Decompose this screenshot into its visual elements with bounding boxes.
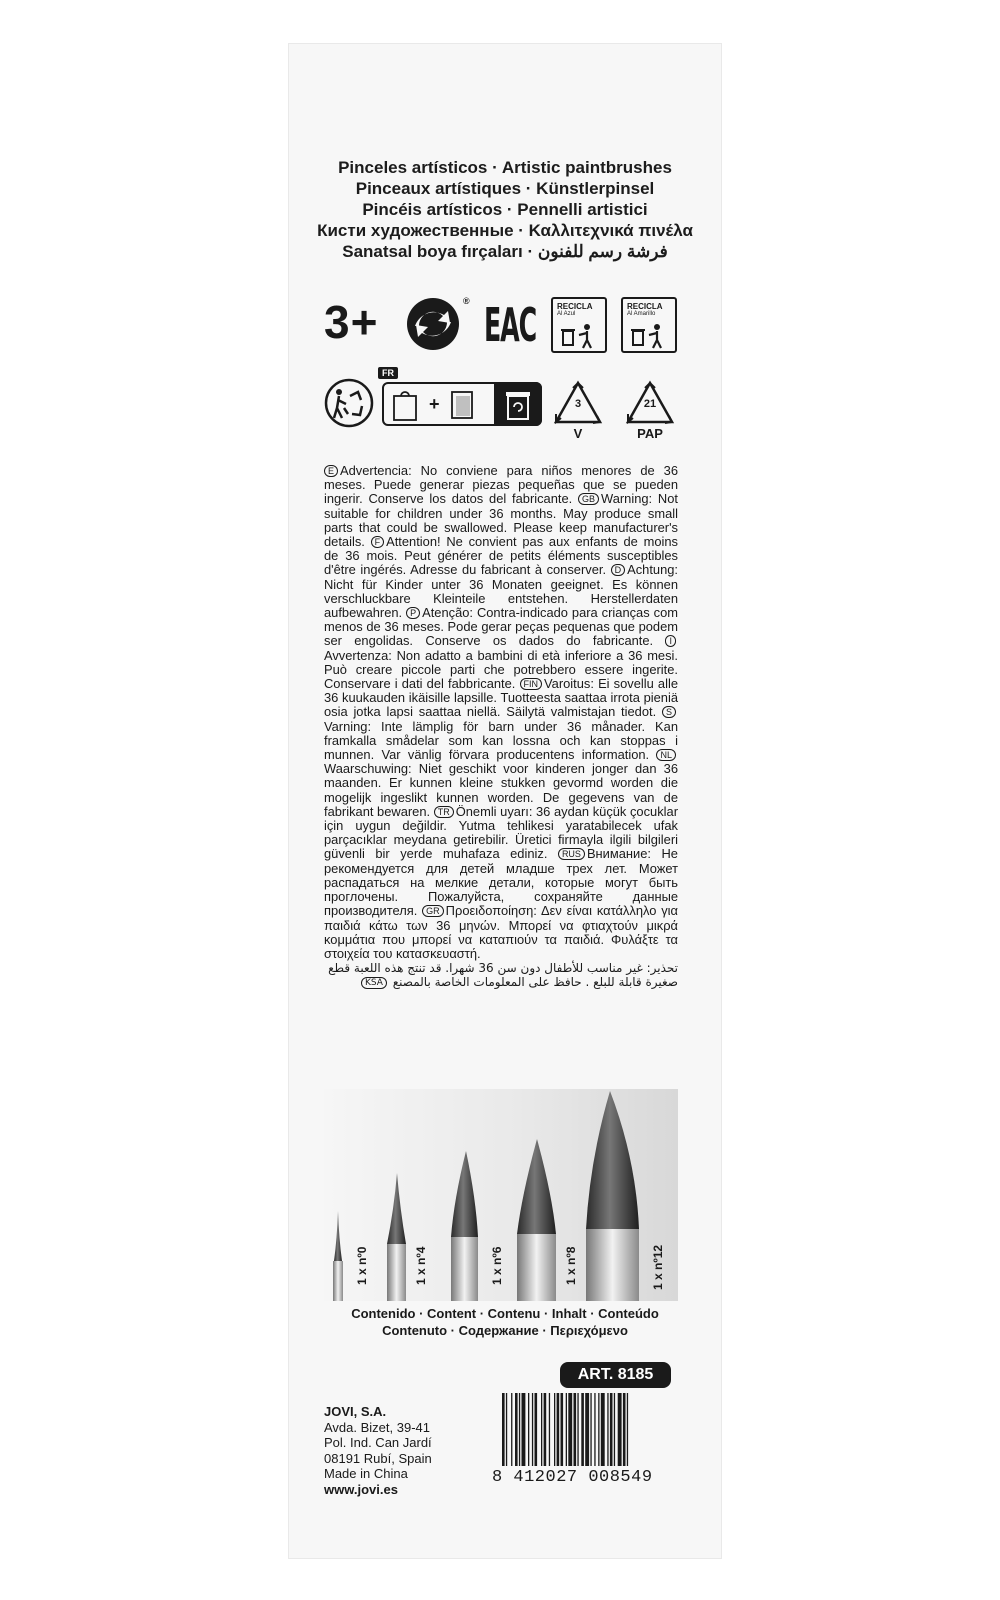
brush-size-label: 1 x nº12 [651, 1244, 665, 1290]
barcode-bar [594, 1393, 595, 1469]
brush-ferrule [333, 1261, 343, 1301]
warning-text: Achtung: Nicht für Kinder unter 36 Monaten geeignet. Es können verschluckbare Kleinteile entstehen. Herstellerdaten aufbewahren. [324, 562, 678, 621]
registered-mark: ® [463, 296, 470, 306]
title-line: Pinceaux artístiques · Künstlerpinsel [355, 179, 655, 198]
safety-warnings [324, 464, 678, 990]
barcode-bar [561, 1393, 564, 1469]
company-address: Avda. Bizet, 39-41 [324, 1419, 430, 1435]
warning-text: Advertencia: No conviene para niños menores de 36 meses. Puede generar piezas pequeñas que se pueden ingerir. Conserve los datos del fabricante. [324, 463, 678, 507]
recycle-label: V [573, 426, 583, 441]
recicla-title: RECICLA [557, 302, 593, 311]
brush-size-label: 1 x nº0 [355, 1246, 369, 1285]
recicla-amarillo-icon [621, 297, 677, 353]
barcode-bar [506, 1393, 507, 1469]
green-dot-icon [405, 296, 461, 352]
warning-text: تحذير: غير مناسب للأطفال دون سن 36 شهرا. قد تنتج هذه اللعبة قطع صغيرة قابلة للبلع . حافظ على المعلومات الخاصة بالمصنع [328, 961, 678, 990]
brush-hair [586, 1091, 639, 1234]
barcode-bar [535, 1393, 538, 1469]
bin-figure-icon [561, 323, 597, 349]
lang-code: S [662, 706, 676, 718]
contents-line: Contenuto · Содержание · Περιεχόμενο [382, 1323, 628, 1338]
company-origin: Made in China [324, 1466, 408, 1481]
lang-code: KSA [361, 977, 387, 989]
warning-text: Warning: Not suitable for children under 36 months. May produce small parts that could be swallowed. Please keep manufacturer's details. [324, 491, 678, 550]
barcode-bar [614, 1393, 615, 1469]
barcode-bar [528, 1393, 529, 1469]
barcode-bar [554, 1393, 555, 1469]
brush-ferrule [451, 1237, 478, 1301]
brush-hair [451, 1151, 478, 1240]
triman-info-icon [382, 382, 542, 426]
barcode-bar [590, 1393, 591, 1469]
lang-code: GB [578, 493, 599, 505]
barcode-bar [511, 1393, 512, 1469]
title-line: Pincéis artísticos · Pennelli artistici [362, 200, 648, 219]
barcode-bar [549, 1393, 550, 1469]
warning-text: Attention! Ne convient pas aux enfants de moins de 36 mois. Peut générer de petits éléments susceptibles d'être ingérés. Adresse du fabricant à conserver. [324, 534, 678, 578]
lang-code: P [406, 607, 420, 619]
company-address: 08191 Rubí, Spain [324, 1450, 432, 1466]
barcode-bar [581, 1393, 584, 1469]
barcode-bar [598, 1393, 599, 1469]
lang-code: GR [422, 905, 444, 917]
barcode-bar [519, 1393, 520, 1469]
company-name: JOVI, S.A. [324, 1404, 387, 1419]
warning-arabic [324, 961, 678, 989]
recycle-number: 3 [574, 398, 582, 410]
barcode-bar [577, 1393, 578, 1469]
card-icon [448, 388, 478, 422]
barcode-number: 8 412027 008549 [492, 1466, 674, 1487]
title-line: Кисти художественные · Καλλιτεχνικά πινέλα [317, 221, 693, 240]
warning-text: Önemli uyarı: 36 aydan küçük çocuklar için uygun değildir. Yutma tehlikesi yaratabilecek ufak parçacıklar meydana getirebilir. Üretici firmayla ilgili bilgileri güvenli bir yerde muhafaza ediniz. [324, 803, 678, 862]
bin-figure-icon [631, 323, 667, 349]
contents-heading [310, 1305, 700, 1339]
warning-text: Atenção: Contra-indicado para crianças com menos de 36 meses. Pode gerar peças pequenas que podem ser engolidas. Conserve os dados do fabricante. [324, 605, 678, 649]
lang-code: I [665, 635, 676, 647]
manufacturer-info [324, 1404, 432, 1497]
lang-code: F [371, 536, 385, 548]
barcode-bar [574, 1393, 577, 1469]
bin-outline-icon [505, 389, 531, 421]
article-number: ART. 8185 [560, 1362, 671, 1388]
barcode-bar [568, 1393, 572, 1469]
warning-text: Varning: Inte lämplig för barn under 36 månader. Kan framkalla smådelar som kan lossna och kan stoppas i munnen. Var vänlig förvara producentens information. [324, 718, 678, 763]
barcode-bar [607, 1393, 608, 1469]
lang-code: NL [656, 749, 676, 761]
barcode-bar [557, 1393, 560, 1469]
recycle-label: PAP [637, 426, 663, 441]
barcode-bar [585, 1393, 589, 1469]
barcode-bar [610, 1393, 613, 1469]
barcode-bar [566, 1393, 567, 1469]
brush-size-label: 1 x nº4 [414, 1246, 428, 1285]
barcode-bar [618, 1393, 622, 1469]
triman-icon [324, 378, 374, 428]
barcode-bar [627, 1393, 628, 1469]
brush-hair [517, 1139, 556, 1238]
title-line: Pinceles artísticos · Artistic paintbrushes [338, 158, 672, 177]
company-web: www.jovi.es [324, 1481, 398, 1497]
barcode-bar [502, 1393, 505, 1469]
lang-code: FIN [520, 678, 543, 690]
recicla-azul-icon [551, 297, 607, 353]
fr-tag: FR [378, 367, 398, 379]
lang-code: E [324, 465, 338, 477]
brush-ferrule [387, 1244, 406, 1301]
company-address: Pol. Ind. Can Jardí [324, 1435, 432, 1450]
barcode-bar [532, 1393, 533, 1469]
barcode-bar [544, 1393, 547, 1469]
brush-size-label: 1 x nº8 [564, 1246, 578, 1285]
barcode-bar [623, 1393, 626, 1469]
recicla-sub: Al Azul [557, 311, 576, 317]
brush-hair [334, 1211, 342, 1261]
product-titles [310, 157, 700, 262]
recicla-sub: Al Amarillo [627, 311, 656, 317]
plus-icon: + [429, 394, 440, 414]
barcode-bar [522, 1393, 526, 1469]
lang-code: RUS [558, 848, 585, 860]
recycle-number: 21 [643, 398, 657, 410]
warning-text: Προειδοποίηση: Δεν είναι κατάλληλο για παιδιά κάτω των 36 μηνών. Μπορεί να φτιαχτούν μικρά κομμάτια που μπορεί να καταπιούν τα παιδιά. Φυλάξτε τα στοιχεία του κατασκευαστή. [324, 903, 678, 961]
warning-text: Waarschuwing: Niet geschikt voor kinderen jonger dan 36 maanden. Er kunnen kleine stukken gevormd worden die mogelijk ingeslikt kunnen worden. De gegevens van de fabrikant bewaren. [324, 761, 678, 819]
brush-ferrule [517, 1234, 556, 1301]
barcode-bar [515, 1393, 518, 1469]
lang-code: D [611, 564, 626, 576]
bag-icon [390, 388, 420, 422]
warning-text: Внимание: Не рекомендуется для детей младше трех лет. Может распадаться на мелкие детали, которые могут быть проглочены. Пожалуйста, сохраняйте данные производителя. [324, 846, 678, 919]
title-line: Sanatsal boya fırçaları · فرشة رسم للفنون [342, 242, 668, 261]
eac-mark: EAC [484, 298, 537, 352]
barcode-bar [601, 1393, 605, 1469]
contents-line: Contenido · Content · Contenu · Inhalt · Conteúdo [351, 1306, 659, 1321]
brush-ferrule [586, 1229, 639, 1301]
warning-text: Varoitus: Ei sovellu alle 36 kuukauden ikäisille lapsille. Tuotteesta saattaa irrota pieniä osia jotka lapsi saattaa niellä. Säilytä valmistajan tiedot. [324, 676, 679, 720]
barcode-bar [541, 1393, 542, 1469]
brush-size-label: 1 x nº6 [490, 1246, 504, 1285]
age-badge: 3+ [324, 296, 379, 348]
recicla-title: RECICLA [627, 302, 663, 311]
lang-code: TR [434, 806, 454, 818]
brush-hair [387, 1173, 406, 1244]
warning-text: Avvertenza: Non adatto a bambini di età inferiore a 36 mesi. Può creare piccole parti che potrebbero essere ingerite. Conservare i dati del fabbricante. [324, 647, 678, 692]
